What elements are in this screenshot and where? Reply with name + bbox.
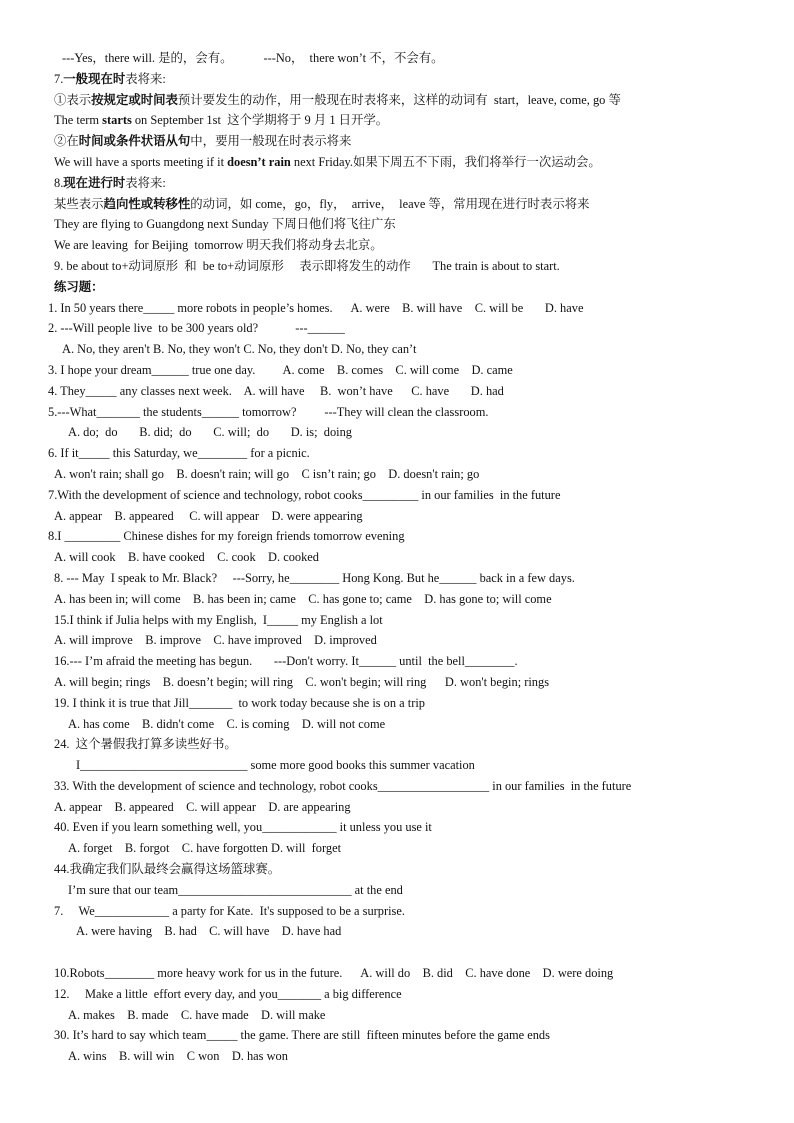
text-line: ①表示按规定或时间表预计要发生的动作，用一般现在时表将来，这样的动词有 start，leave, come, go 等 [54,92,621,107]
text-line: A. has come B. didn't come C. is coming D. will not come [68,716,386,731]
text-line: A. forget B. forgot C. have forgotten D. will forget [68,841,342,856]
text-line: ---Yes，there will. 是的，会有。 ---No， there won’t 不，不会有。 [62,51,444,65]
text-line: 8. --- May I speak to Mr. Black? ---Sorry, he________ Hong Kong. But he______ back in a few days. [54,570,575,585]
text-line: 练习题： [54,279,104,294]
text-line: 9. be about to+动词原形 和 be to+动词原形 表示即将发生的动作 The train is about to start. [54,258,560,273]
blank-line [0,942,794,963]
text-line: A. appear B. appeared C. will appear D. were appearing [54,508,363,523]
text-line: A. appear B. appeared C. will appear D. are appearing [54,799,351,814]
text-line: A. will begin; rings B. doesn’t begin; will ring C. won't begin; will ring D. won't begin; rings [54,674,550,689]
text-line: A. do; do B. did; do C. will; do D. is; doing [68,425,352,440]
text-line: The term starts on September 1st 这个学期将于 9 月 1 日开学。 [54,113,389,128]
text-line: 某些表示趋向性或转移性的动词，如 come，go，fly， arrive， leave 等，常用现在进行时表示将来 [54,196,590,211]
text-line: 5.---What_______ the students______ tomorrow? ---They will clean the classroom. [48,404,489,419]
text-line: 19. I think it is true that Jill_______ to work today because she is on a trip [54,695,425,710]
text-line: 7. We____________ a party for Kate. It's supposed to be a surprise. [54,903,405,918]
text-line: 7.一般现在时表将来: [54,71,166,86]
text-line: 1. In 50 years there_____ more robots in people’s homes. A. were B. will have C. will be D. have [48,300,584,315]
text-line: 7.With the development of science and technology, robot cooks_________ in our families in the future [48,487,561,502]
text-line: I’m sure that our team____________________________ at the end [68,882,403,897]
text-line: 8.I _________ Chinese dishes for my foreign friends tomorrow evening [48,529,405,544]
text-line: We will have a sports meeting if it doesn’t rain next Friday.如果下周五不下雨，我们将举行一次运动会。 [54,154,601,169]
text-line: A. will cook B. have cooked C. cook D. cooked [54,550,319,565]
text-line: 24. 这个暑假我打算多读些好书。 [54,737,237,752]
text-line: I___________________________ some more good books this summer vacation [76,758,475,773]
text-line: 2. ---Will people live to be 300 years old? ---______ [48,321,345,336]
text-line: A. will improve B. improve C. have improved D. improved [54,633,377,648]
text-line: A. won't rain; shall go B. doesn't rain; will go C isn’t rain; go D. doesn't rain; go [54,466,480,481]
text-line: A. wins B. will win C won D. has won [68,1049,288,1064]
text-line: 3. I hope your dream______ true one day. A. come B. comes C. will come D. came [48,362,513,377]
text-line: 16.--- I’m afraid the meeting has begun. ---Don't worry. It______ until the bell________. [54,654,518,669]
text-line: 40. Even if you learn something well, you____________ it unless you use it [54,820,432,835]
text-line: 12. Make a little effort every day, and you_______ a big difference [54,986,402,1001]
text-line: We are leaving for Beijing tomorrow 明天我们将动身去北京。 [54,238,383,253]
text-line: A. makes B. made C. have made D. will make [68,1007,326,1022]
text-line: 33. With the development of science and technology, robot cooks__________________ in our families in the future [54,778,632,793]
text-line: They are flying to Guangdong next Sunday 下周日他们将飞往广东 [54,217,396,232]
text-line: 10.Robots________ more heavy work for us in the future. A. will do B. did C. have done D. were doing [54,966,614,981]
text-line: A. has been in; will come B. has been in; came C. has gone to; came D. has gone to; will come [54,591,552,606]
text-line: 8.现在进行时表将来: [54,175,166,190]
text-line: 4. They_____ any classes next week. A. will have B. won’t have C. have D. had [48,383,504,398]
text-line: A. No, they aren't B. No, they won't C. No, they don't D. No, they can’t [62,342,417,357]
text-line: 30. It’s hard to say which team_____ the game. There are still fifteen minutes before the game ends [54,1028,550,1043]
text-line: 15.I think if Julia helps with my English, I_____ my English a lot [54,612,383,627]
text-line: 44.我确定我们队最终会赢得这场篮球赛。 [54,862,281,877]
text-line: ②在时间或条件状语从句中，要用一般现在时表示将来 [54,134,352,149]
text-line: 6. If it_____ this Saturday, we________ for a picnic. [48,446,310,461]
text-line: A. were having B. had C. will have D. have had [76,924,342,939]
worksheet-page [0,48,794,1067]
